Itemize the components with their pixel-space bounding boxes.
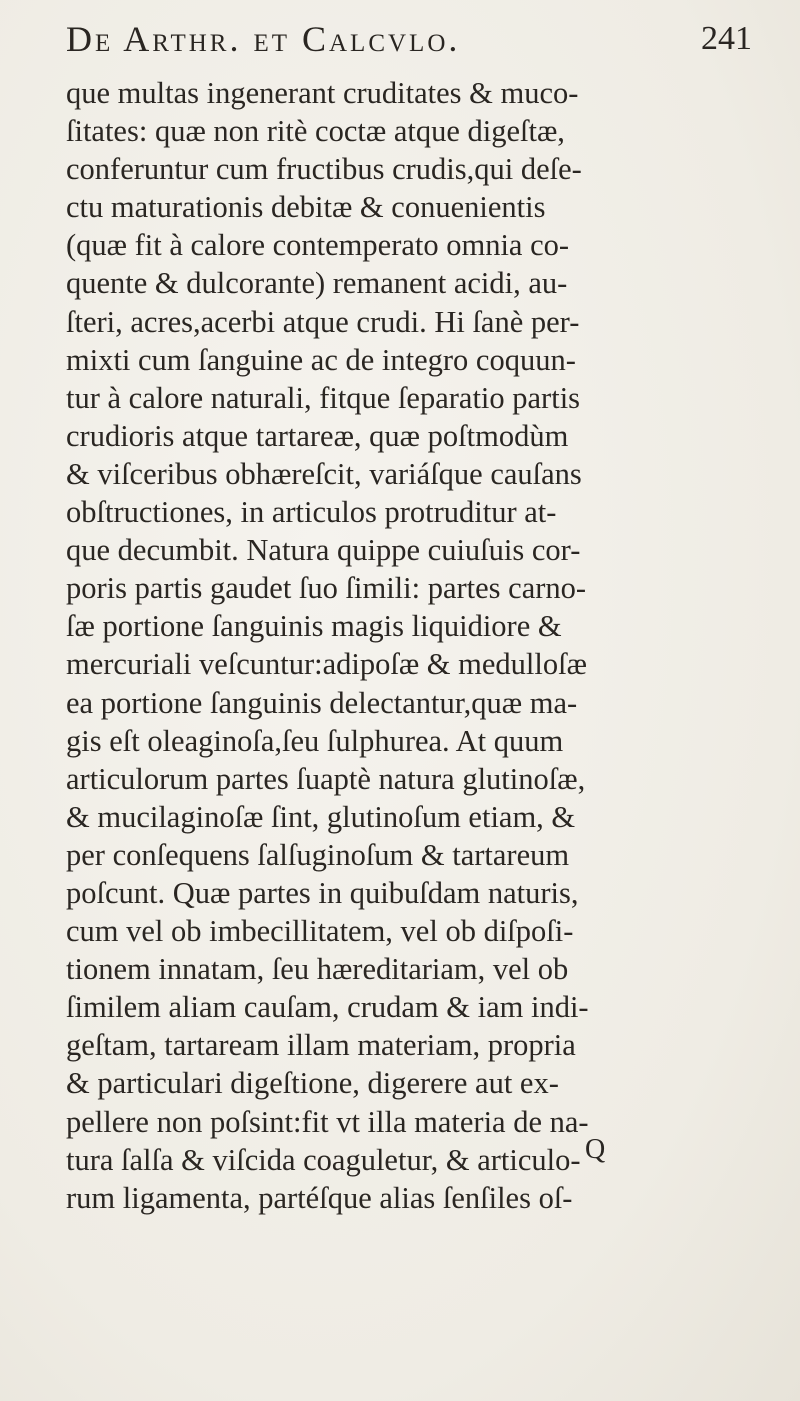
text-line: (quæ fit à calore contemperato omnia co- [66, 228, 570, 263]
text-line: ſimilem aliam cauſam, crudam & iam indi- [66, 990, 589, 1025]
text-line: crudioris atque tartareæ, quæ poſtmodùm [66, 418, 569, 453]
text-line: ea portione ſanguinis delectantur,quæ ma- [66, 685, 578, 720]
text-line: ſitates: quæ non ritè coctæ atque digeſtæ, [66, 114, 565, 149]
text-line: & viſceribus obhæreſcit, variáſque cauſans [66, 456, 582, 491]
text-line: quente & dulcorante) remanent acidi, au- [66, 266, 568, 301]
text-line: ctu maturationis debitæ & conuenientis [66, 190, 546, 225]
text-line: ſæ portione ſanguinis magis liquidiore & [66, 609, 562, 644]
text-line: cum vel ob imbecillitatem, vel ob diſpoſi- [66, 914, 574, 949]
text-line: que decumbit. Natura quippe cuiuſuis cor- [66, 533, 581, 568]
text-line: mercuriali veſcuntur:adipoſæ & medulloſæ [66, 647, 587, 682]
text-line: geſtam, tartaream illam materiam, propria [66, 1028, 576, 1063]
text-line: mixti cum ſanguine ac de integro coquun- [66, 342, 576, 377]
text-line: ſteri, acres,acerbi atque crudi. Hi ſanè per- [66, 304, 580, 339]
text-line: tur à calore naturali, fitque ſeparatio partis [66, 380, 581, 415]
text-line: & particulari digeſtione, digerere aut ex- [66, 1066, 559, 1101]
text-line: & mucilaginoſæ ſint, glutinoſum etiam, & [66, 799, 576, 834]
text-line: tionem innatam, ſeu hæreditariam, vel ob [66, 952, 569, 987]
page-number: 241 [701, 20, 752, 57]
text-line: conferuntur cum fructibus crudis,qui deſe- [66, 152, 582, 187]
running-header [66, 18, 766, 66]
text-line: pellere non poſsint:fit vt illa materia de na- [66, 1104, 589, 1139]
text-line: obſtructiones, in articulos protruditur at- [66, 495, 557, 530]
catchword: Q [585, 1134, 606, 1165]
text-line: per conſequens ſalſuginoſum & tartareum [66, 837, 570, 872]
text-line: poris partis gaudet ſuo ſimili: partes carno- [66, 571, 587, 606]
text-line: tura ſalſa & viſcida coaguletur, & articulo- [66, 1142, 581, 1177]
running-title: De Arthr. et Calcvlo. [66, 19, 461, 59]
body-text [66, 74, 746, 1217]
text-line: poſcunt. Quæ partes in quibuſdam naturis, [66, 875, 579, 910]
text-line: gis eſt oleaginoſa,ſeu ſulphurea. At quum [66, 723, 564, 758]
text-line: que multas ingenerant cruditates & muco- [66, 76, 579, 110]
text-line: rum ligamenta, partéſque alias ſenſiles oſ- [66, 1180, 573, 1215]
text-line: articulorum partes ſuaptè natura glutinoſæ, [66, 761, 586, 796]
